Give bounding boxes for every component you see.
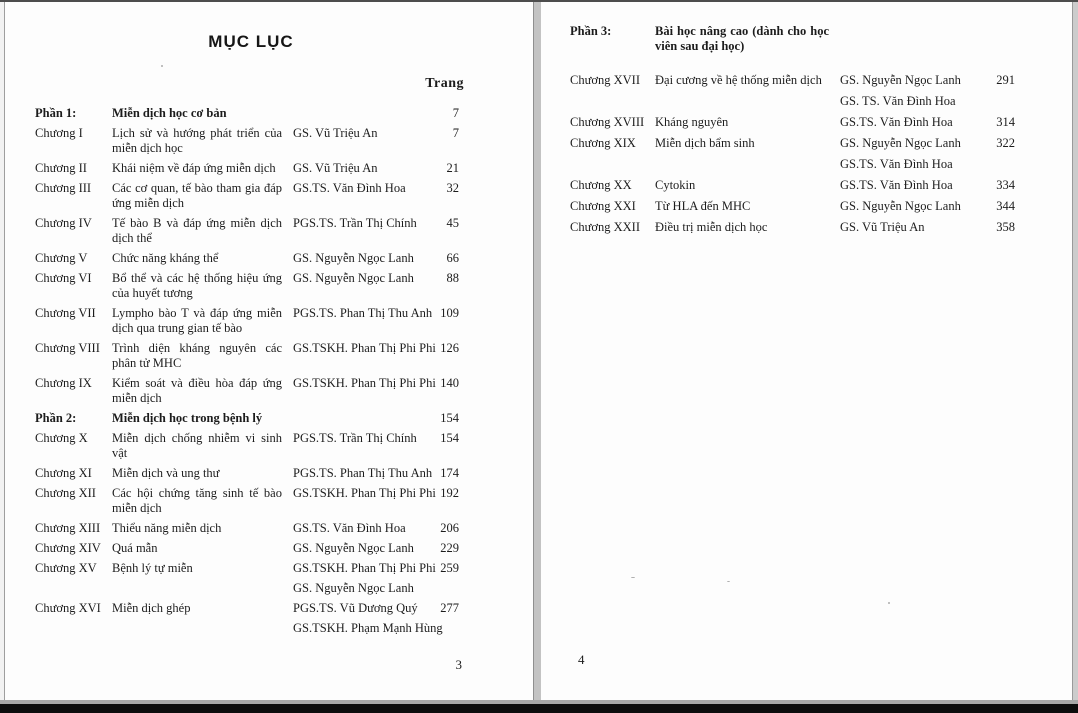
- chapter-label: Chương XXI: [570, 199, 636, 213]
- chapter-page-number: 32: [446, 181, 459, 195]
- author-name: GS. Vũ Triệu An: [293, 161, 378, 175]
- toc-chapter-row: [35, 181, 459, 211]
- chapter-label: Chương XX: [570, 178, 632, 192]
- scan-right-edge: [1073, 2, 1078, 700]
- chapter-label: Chương IV: [35, 216, 92, 230]
- chapter-label: Phần 1:: [35, 106, 77, 120]
- chapter-authors: [288, 466, 433, 481]
- chapter-label: Chương XV: [35, 561, 97, 575]
- page-column-header: Trang: [425, 76, 464, 91]
- toc-section-row: [35, 106, 459, 121]
- chapter-authors: [288, 561, 436, 596]
- author-name: GS. Nguyễn Ngọc Lanh: [293, 541, 414, 555]
- chapter-authors: [288, 541, 429, 556]
- chapter-title: Kiểm soát và điều hòa đáp ứng miễn dịch: [112, 376, 282, 405]
- scan-speck: [631, 577, 635, 578]
- author-name: GS. TS. Văn Đình Hoa: [840, 94, 956, 108]
- chapter-authors: [835, 70, 985, 112]
- scan-bottom-edge: [0, 704, 1078, 713]
- chapter-title: Bệnh lý tự miễn: [112, 561, 193, 575]
- toc-chapter-row: [570, 133, 1015, 175]
- author-name: PGS.TS. Phan Thị Thu Anh: [293, 306, 433, 320]
- chapter-title: Chức năng kháng thể: [112, 251, 219, 265]
- toc-chapter-row: [35, 486, 459, 516]
- chapter-label: Chương XXII: [570, 220, 640, 234]
- chapter-authors: [288, 431, 429, 461]
- chapter-page-number: 334: [996, 178, 1015, 192]
- chapter-page-number: 7: [452, 126, 459, 140]
- author-name: PGS.TS. Phan Thị Thu Anh: [293, 466, 433, 480]
- chapter-page-number: 358: [996, 220, 1015, 234]
- toc-chapter-row: [35, 431, 459, 461]
- chapter-label: Chương XVI: [35, 601, 101, 615]
- chapter-title: Kháng nguyên: [655, 115, 729, 129]
- chapter-page-number: 277: [440, 601, 459, 615]
- chapter-page-number: 45: [446, 216, 459, 230]
- toc-chapter-row: [570, 70, 1015, 112]
- toc-chapter-row: [570, 217, 1015, 238]
- chapter-label: Chương XII: [35, 486, 96, 500]
- author-name: GS.TSKH. Phạm Mạnh Hùng: [293, 621, 443, 635]
- chapter-page-number: 344: [996, 199, 1015, 213]
- toc-chapter-row: [35, 216, 459, 246]
- toc-chapter-row: [570, 112, 1015, 133]
- chapter-authors: [288, 126, 429, 156]
- chapter-authors: [288, 411, 429, 426]
- chapter-title: Các cơ quan, tế bào tham gia đáp ứng miễn dịch: [112, 181, 282, 210]
- author-name: GS.TS. Văn Đình Hoa: [840, 157, 953, 171]
- chapter-page-number: 229: [440, 541, 459, 555]
- toc-list-right: [570, 24, 1015, 238]
- right-page-number: 4: [578, 652, 585, 667]
- chapter-label: Chương XIV: [35, 541, 101, 555]
- chapter-title: Thiểu năng miễn dịch: [112, 521, 222, 535]
- chapter-authors: [288, 271, 429, 301]
- chapter-label: Chương VII: [35, 306, 96, 320]
- author-name: PGS.TS. Vũ Dương Quý: [293, 601, 418, 615]
- right-page: [541, 2, 1074, 700]
- chapter-label: Chương VI: [35, 271, 92, 285]
- page-title: MỤC LỤC: [208, 32, 294, 51]
- chapter-title: Trình diện kháng nguyên các phân tử MHC: [112, 341, 282, 370]
- author-name: PGS.TS. Trần Thị Chính: [293, 216, 417, 230]
- chapter-authors: [288, 251, 429, 266]
- author-name: GS. Nguyễn Ngọc Lanh: [840, 73, 961, 87]
- author-name: GS. Nguyễn Ngọc Lanh: [293, 271, 414, 285]
- author-name: GS. Vũ Triệu An: [840, 220, 925, 234]
- author-name: GS.TSKH. Phan Thị Phi Phi: [293, 376, 436, 390]
- toc-chapter-row: [35, 466, 459, 481]
- chapter-page-number: 291: [996, 73, 1015, 87]
- toc-chapter-row: [35, 561, 459, 596]
- chapter-title: Lịch sử và hướng phát triển của miễn dịch học: [112, 126, 282, 155]
- chapter-authors: [288, 161, 429, 176]
- toc-chapter-row: [35, 126, 459, 156]
- chapter-label: Chương XVIII: [570, 115, 645, 129]
- chapter-authors: [288, 216, 429, 246]
- chapter-authors: [835, 196, 985, 217]
- toc-section-row: [35, 411, 459, 426]
- chapter-authors: [288, 486, 436, 516]
- chapter-authors: [835, 175, 985, 196]
- chapter-label: Chương II: [35, 161, 87, 175]
- chapter-label: Phần 3:: [570, 24, 612, 38]
- author-name: GS.TS. Văn Đình Hoa: [293, 521, 406, 535]
- toc-chapter-row: [35, 521, 459, 536]
- chapter-page-number: 206: [440, 521, 459, 535]
- chapter-page-number: 322: [996, 136, 1015, 150]
- chapter-authors: [288, 181, 429, 211]
- chapter-page-number: 109: [440, 306, 459, 320]
- chapter-page-number: 192: [440, 486, 459, 500]
- author-name: GS. Nguyễn Ngọc Lanh: [293, 581, 414, 595]
- scan-speck: [161, 65, 163, 67]
- toc-chapter-row: [35, 541, 459, 556]
- chapter-title: Điều trị miễn dịch học: [655, 220, 768, 234]
- chapter-label: Chương I: [35, 126, 83, 140]
- chapter-title: Miễn dịch chống nhiễm vi sinh vật: [112, 431, 282, 460]
- chapter-authors: [835, 112, 985, 133]
- chapter-authors: [288, 306, 433, 336]
- author-name: GS.TSKH. Phan Thị Phi Phi: [293, 341, 436, 355]
- chapter-label: Chương V: [35, 251, 88, 265]
- toc-chapter-row: [35, 306, 459, 336]
- chapter-label: Chương XI: [35, 466, 92, 480]
- chapter-authors: [288, 521, 429, 536]
- chapter-title: Tế bào B và đáp ứng miễn dịch dịch thể: [112, 216, 282, 245]
- chapter-page-number: [985, 24, 1015, 54]
- author-name: GS.TSKH. Phan Thị Phi Phi: [293, 561, 436, 575]
- chapter-page-number: 174: [440, 466, 459, 480]
- left-page: [4, 2, 534, 700]
- chapter-label: Chương VIII: [35, 341, 100, 355]
- author-name: GS.TS. Văn Đình Hoa: [293, 181, 406, 195]
- toc-section-row: [570, 24, 1015, 54]
- chapter-label: Chương X: [35, 431, 88, 445]
- scan-speck: [727, 581, 730, 582]
- chapter-page-number: 21: [446, 161, 459, 175]
- author-name: GS. Nguyễn Ngọc Lanh: [840, 199, 961, 213]
- chapter-title: Miễn dịch ghép: [112, 601, 191, 615]
- chapter-title: Miễn dịch học trong bệnh lý: [112, 411, 263, 425]
- chapter-page-number: 126: [440, 341, 459, 355]
- chapter-title: Lympho bào T và đáp ứng miễn dịch qua trung gian tế bào: [112, 306, 282, 335]
- chapter-authors: [288, 601, 443, 636]
- chapter-title: Miễn dịch và ung thư: [112, 466, 220, 480]
- chapter-page-number: 154: [440, 411, 459, 425]
- author-name: GS. Nguyễn Ngọc Lanh: [293, 251, 414, 265]
- scan-speck: [888, 602, 890, 604]
- chapter-title: Quá mẫn: [112, 541, 158, 555]
- chapter-authors: [835, 133, 985, 175]
- chapter-label: Phần 2:: [35, 411, 77, 425]
- chapter-authors: [288, 106, 429, 121]
- chapter-authors: [835, 217, 985, 238]
- chapter-page-number: 314: [996, 115, 1015, 129]
- toc-list-left: [35, 106, 459, 641]
- chapter-label: Chương XVII: [570, 73, 640, 87]
- chapter-authors: [288, 376, 436, 406]
- chapter-label: Chương XIX: [570, 136, 636, 150]
- chapter-title: Bài học nâng cao (dành cho học viên sau đại học): [655, 24, 829, 53]
- toc-chapter-row: [35, 271, 459, 301]
- chapter-authors: [288, 341, 436, 371]
- chapter-title: Bổ thể và các hệ thống hiệu ứng của huyết tương: [112, 271, 282, 300]
- chapter-label: Chương IX: [35, 376, 92, 390]
- chapter-page-number: 259: [440, 561, 459, 575]
- chapter-page-number: 66: [446, 251, 459, 265]
- toc-chapter-row: [570, 196, 1015, 217]
- chapter-title: Từ HLA đến MHC: [655, 199, 751, 213]
- toc-chapter-row: [35, 161, 459, 176]
- chapter-title: Các hội chứng tăng sinh tế bào miễn dịch: [112, 486, 282, 515]
- chapter-authors: [835, 24, 985, 54]
- chapter-page-number: 88: [446, 271, 459, 285]
- author-name: GS. Nguyễn Ngọc Lanh: [840, 136, 961, 150]
- chapter-label: Chương III: [35, 181, 92, 195]
- chapter-title: Cytokin: [655, 178, 696, 192]
- author-name: GS.TSKH. Phan Thị Phi Phi: [293, 486, 436, 500]
- author-name: GS. Vũ Triệu An: [293, 126, 378, 140]
- toc-chapter-row: [570, 175, 1015, 196]
- chapter-page-number: 140: [440, 376, 459, 390]
- toc-chapter-row: [35, 251, 459, 266]
- toc-chapter-row: [35, 341, 459, 371]
- chapter-page-number: 7: [452, 106, 459, 120]
- left-page-number: 3: [455, 657, 462, 672]
- author-name: PGS.TS. Trần Thị Chính: [293, 431, 417, 445]
- chapter-title: Khái niệm về đáp ứng miễn dịch: [112, 161, 276, 175]
- author-name: GS.TS. Văn Đình Hoa: [840, 115, 953, 129]
- author-name: GS.TS. Văn Đình Hoa: [840, 178, 953, 192]
- chapter-title: Miễn dịch bẩm sinh: [655, 136, 755, 150]
- chapter-label: Chương XIII: [35, 521, 101, 535]
- chapter-page-number: 154: [440, 431, 459, 445]
- toc-chapter-row: [35, 601, 459, 636]
- chapter-title: Đại cương về hệ thống miễn dịch: [655, 73, 822, 87]
- toc-chapter-row: [35, 376, 459, 406]
- chapter-title: Miễn dịch học cơ bản: [112, 106, 227, 120]
